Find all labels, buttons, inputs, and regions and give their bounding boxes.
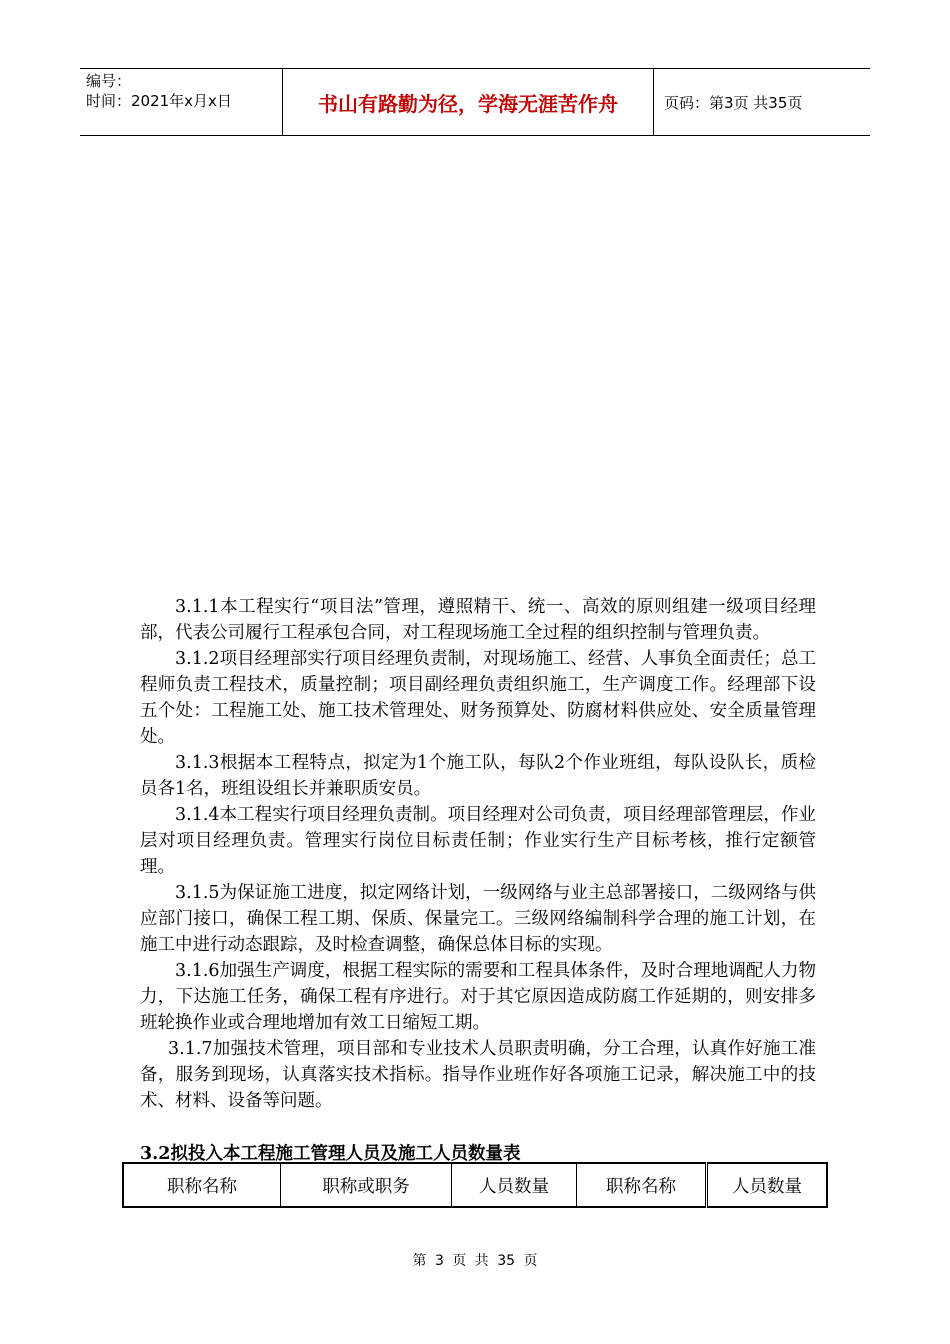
paragraph-3-1-4: 3.1.4本工程实行项目经理负责制。项目经理对公司负责，项目经理部管理层，作业层对项目经理负责。管理实行岗位目标责任制；作业实行生产目标考核，推行定额管理。 bbox=[140, 805, 816, 877]
page-header bbox=[80, 68, 870, 136]
section-title: 3.2拟投入本工程施工管理人员及施工人员数量表 bbox=[140, 1144, 521, 1164]
body-text bbox=[140, 594, 816, 1114]
header-motto: 书山有路勤为径，学海无涯苦作舟 bbox=[282, 69, 654, 135]
header-meta bbox=[80, 69, 282, 135]
header-page-info: 页码：第3页 共35页 bbox=[664, 93, 803, 112]
paragraph-3-1-7: 3.1.7加强技术管理，项目部和专业技术人员职责明确，分工合理，认真作好施工准备，服务到现场，认真落实技术指标。指导作业班作好各项施工记录，解决施工中的技术、材料、设备等问题。 bbox=[140, 1039, 816, 1111]
table-header-cell: 人员数量 bbox=[452, 1163, 577, 1207]
table-header-cell: 职称名称 bbox=[123, 1163, 281, 1207]
doc-number-label: 编号： bbox=[86, 72, 132, 90]
page-footer: 第 3 页 共 35 页 bbox=[412, 1253, 538, 1269]
paragraph-3-1-1: 3.1.1本工程实行“项目法”管理，遵照精干、统一、高效的原则组建一级项目经理部，代表公司履行工程承包合同，对工程现场施工全过程的组织控制与管理负责。 bbox=[140, 597, 816, 643]
paragraph-3-1-6: 3.1.6加强生产调度，根据工程实际的需要和工程具体条件，及时合理地调配人力物力，下达施工任务，确保工程有序进行。对于其它原因造成防腐工作延期的，则安排多班轮换作业或合理地增加有效工日缩短工期。 bbox=[140, 961, 816, 1033]
paragraph-3-1-2: 3.1.2项目经理部实行项目经理负责制，对现场施工、经营、人事负全面责任；总工程师负责工程技术，质量控制；项目副经理负责组织施工，生产调度工作。经理部下设五个处：工程施工处、施工技术管理处、财务预算处、防腐材料供应处、安全质量管理处。 bbox=[140, 649, 816, 747]
table-header-cell: 职称或职务 bbox=[281, 1163, 452, 1207]
paragraph-3-1-5: 3.1.5为保证施工进度，拟定网络计划，一级网络与业主总部署接口，二级网络与供应部门接口，确保工程工期、保质、保量完工。三级网络编制科学合理的施工计划，在施工中进行动态跟踪，及时检查调整，确保总体目标的实现。 bbox=[140, 883, 816, 955]
doc-time-label: 时间：2021年x月x日 bbox=[86, 92, 232, 110]
table-header-cell: 人员数量 bbox=[707, 1163, 828, 1207]
table-header-cell: 职称名称 bbox=[577, 1163, 707, 1207]
paragraph-3-1-3: 3.1.3根据本工程特点，拟定为1个施工队，每队2个作业班组，每队设队长，质检员各1名，班组设组长并兼职质安员。 bbox=[140, 753, 816, 799]
personnel-table bbox=[122, 1162, 828, 1208]
table-header-row bbox=[123, 1163, 827, 1207]
